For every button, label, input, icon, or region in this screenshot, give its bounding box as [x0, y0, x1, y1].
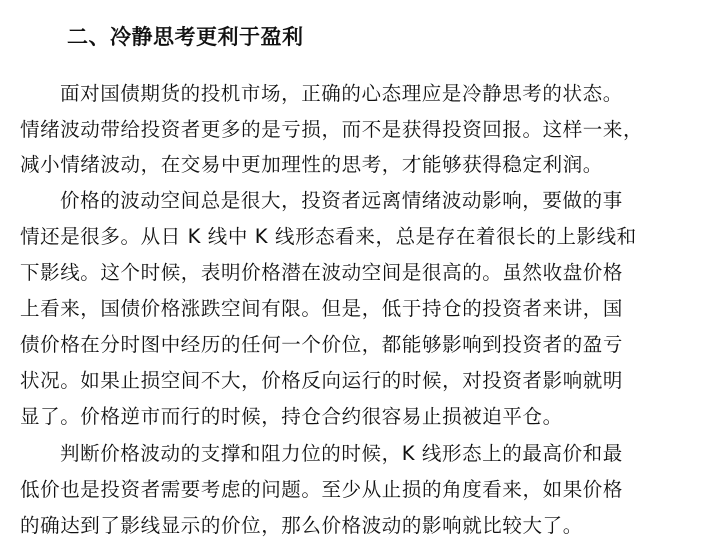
text-line: 低价也是投资者需要考虑的问题。至少从止损的角度看来，如果价格 [20, 478, 624, 501]
text-line: 情还是很多。从日 K 线中 K 线形态看来，总是存在着很长的上影线和 [20, 225, 637, 248]
text-line: 减小情绪波动，在交易中更加理性的思考，才能够获得稳定利润。 [20, 153, 603, 176]
text-line: 状况。如果止损空间不大，价格反向运行的时候，对投资者影响就明 [20, 369, 624, 392]
text-line: 情绪波动带给投资者更多的是亏损，而不是获得投资回报。这样一来， [20, 118, 644, 141]
text-line: 下影线。这个时候，表明价格潜在波动空间是很高的。虽然收盘价格 [20, 261, 624, 284]
text-line: 面对国债期货的投机市场，正确的心态理应是冷静思考的状态。 [60, 82, 623, 105]
text-line: 的确达到了影线显示的价位，那么价格波动的影响就比较大了。 [20, 514, 583, 537]
text-line: 显了。价格逆市而行的时候，持仓合约很容易止损被迫平仓。 [20, 405, 563, 428]
text-line: 价格的波动空间总是很大，投资者远离情绪波动影响，要做的事 [60, 189, 623, 212]
section-heading: 二、冷静思考更利于盈利 [67, 25, 304, 49]
text-line: 上看来，国债价格涨跌空间有限。但是，低于持仓的投资者来讲，国 [20, 297, 624, 320]
text-line: 债价格在分时图中经历的任何一个价位，都能够影响到投资者的盈亏 [20, 333, 624, 356]
text-line: 判断价格波动的支撑和阻力位的时候，K 线形态上的最高价和最 [60, 442, 623, 465]
